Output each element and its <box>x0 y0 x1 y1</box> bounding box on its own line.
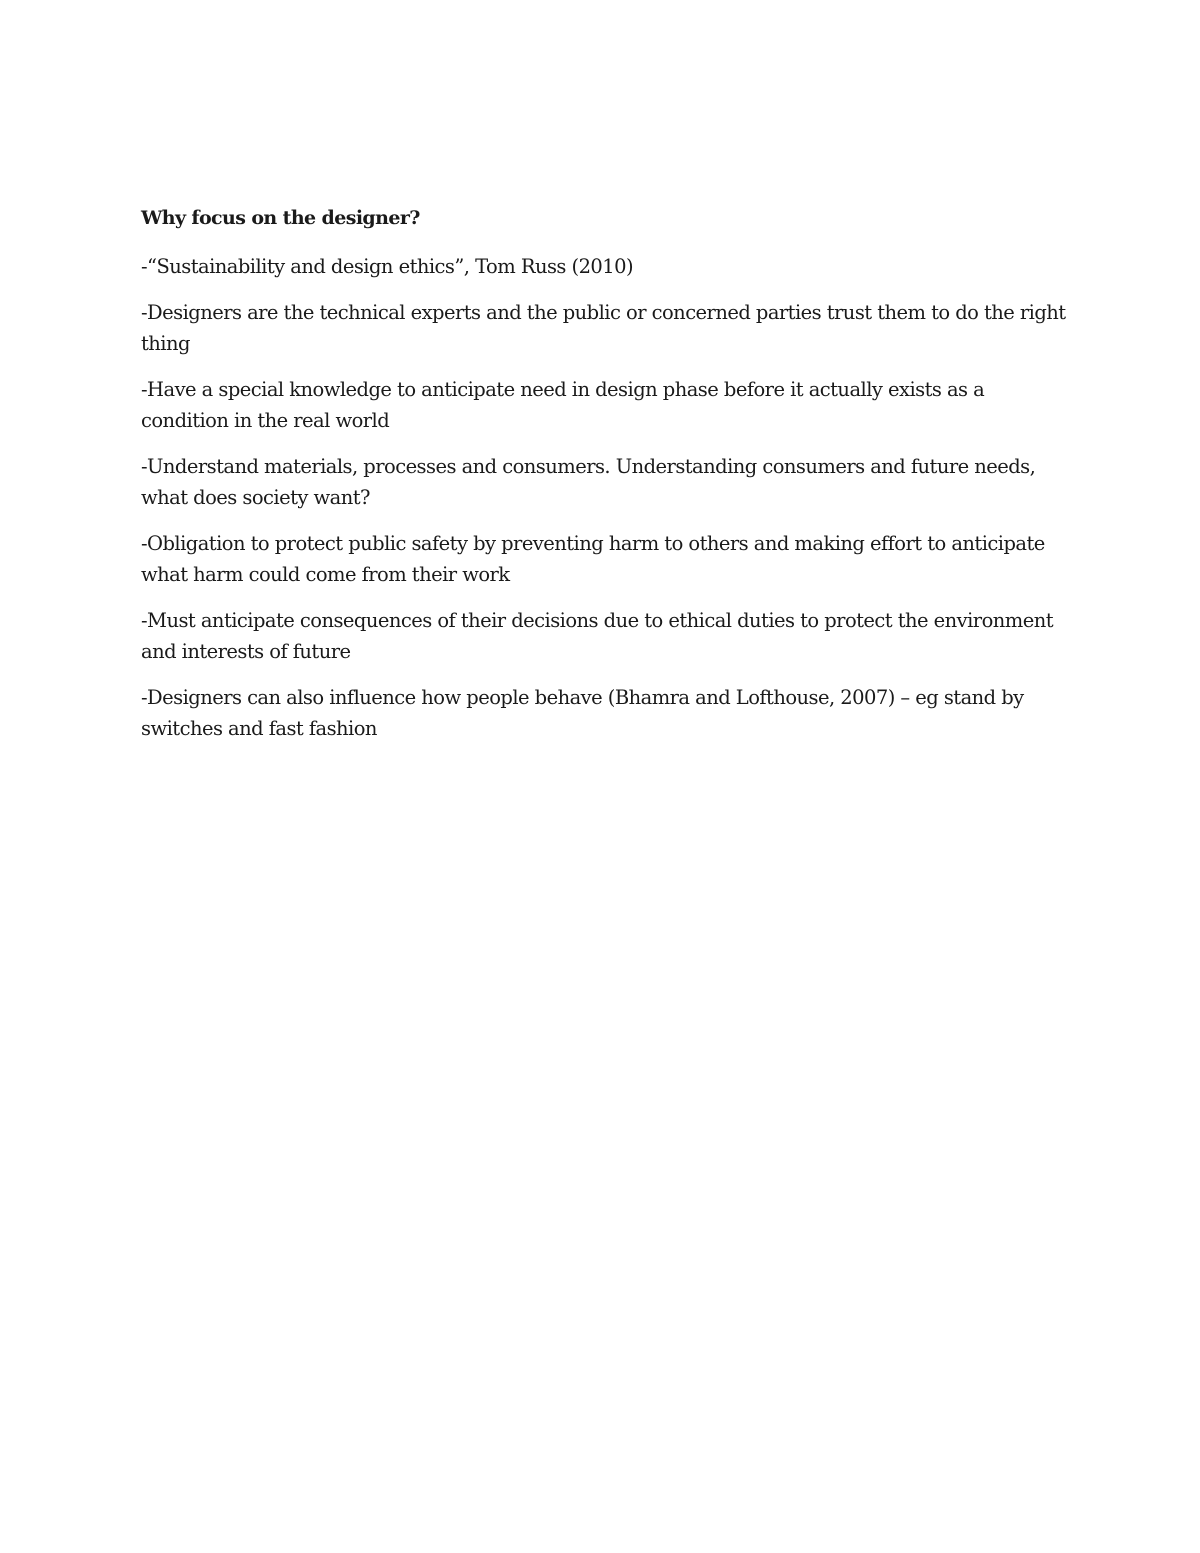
paragraph-understand-materials: -Understand materials, processes and consumers. Understanding consumers and future needs, what does society want? <box>141 455 1036 509</box>
paragraph-technical-experts: -Designers are the technical experts and the public or concerned parties trust them to do the right thing <box>141 301 1066 355</box>
paragraph-consequences: -Must anticipate consequences of their decisions due to ethical duties to protect the environment and interests of future <box>141 609 1054 663</box>
paragraph-influence-behaviour: -Designers can also influence how people behave (Bhamra and Lofthouse, 2007) – eg stand by switches and fast fashion <box>141 686 1024 740</box>
section-heading: Why focus on the designer? <box>141 207 420 229</box>
paragraph-special-knowledge: -Have a special knowledge to anticipate need in design phase before it actually exists as a condition in the real world <box>141 378 985 432</box>
paragraph-obligation: -Obligation to protect public safety by preventing harm to others and making effort to anticipate what harm could come from their work <box>141 532 1045 586</box>
paragraph-citation: -“Sustainability and design ethics”, Tom Russ (2010) <box>141 255 634 278</box>
document-body <box>141 202 1066 759</box>
